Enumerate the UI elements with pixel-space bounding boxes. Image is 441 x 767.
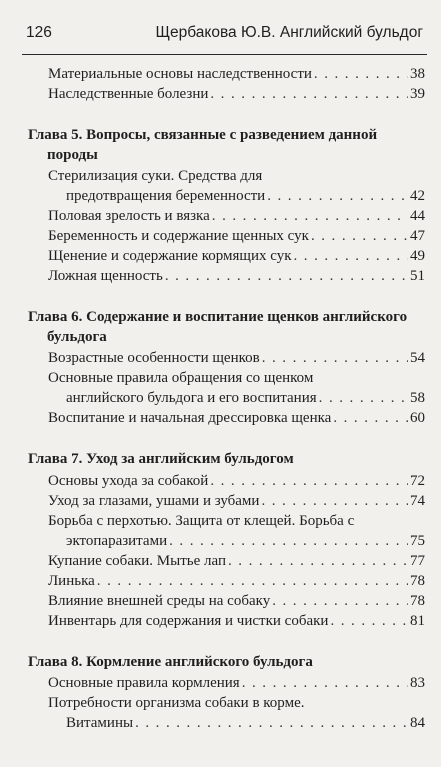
entry-title-line: Материальные основы наследственности [48, 66, 312, 82]
dot-leader [311, 226, 408, 246]
toc-entry [48, 511, 425, 551]
page-header [22, 20, 427, 55]
entry-page-number: 78 [410, 572, 425, 589]
entry-page-number: 38 [410, 66, 425, 82]
toc-entry [48, 84, 425, 104]
toc-entry [48, 408, 425, 428]
toc-entry [48, 166, 425, 206]
entry-title-line: Основы ухода за собакой [48, 472, 209, 489]
entry-page-number: 51 [410, 268, 425, 284]
entry-title-line: Инвентарь для содержания и чистки собаки [48, 612, 329, 629]
entry-page-number: 83 [410, 675, 425, 691]
dot-leader [330, 611, 408, 631]
entry-title-line: Влияние внешней среды на собаку [48, 592, 271, 609]
dot-leader [293, 246, 408, 266]
entry-title-line: Основные правила обращения со щенком [48, 370, 314, 386]
toc-entry [48, 266, 425, 286]
toc-entry [48, 246, 425, 266]
entry-title-line: Уход за глазами, ушами и зубами [48, 492, 260, 509]
toc-entry [48, 64, 425, 84]
dot-leader [242, 673, 408, 693]
entry-title-line: Борьба с перхотью. Защита от клещей. Борьба с [48, 512, 355, 529]
chapter-heading: Глава 6. Содержание и воспитание щенков английского бульдога [28, 309, 408, 345]
entry-page-number: 54 [410, 350, 425, 366]
entry-title-line: Стерилизация суки. Средства для [48, 168, 263, 184]
running-title: Щербакова Ю.В. Английский бульдог [155, 24, 423, 41]
toc-entry [48, 226, 425, 246]
entry-title-line: английского бульдога и его воспитания [66, 390, 317, 406]
dot-leader [319, 388, 408, 408]
entry-title-line: Беременность и содержание щенных сук [48, 228, 309, 244]
toc-entry [48, 368, 425, 408]
entry-title-line: Щенение и содержание кормящих сук [48, 248, 292, 264]
toc-entry [48, 693, 425, 733]
toc-entry [48, 591, 425, 611]
entry-title-line: Воспитание и начальная дрессировка щенка [48, 410, 332, 426]
dot-leader [169, 531, 408, 551]
entry-title-line: Линька [48, 572, 95, 589]
dot-leader [228, 551, 408, 571]
entry-title-line: предотвращения беременности [66, 188, 266, 204]
entry-title-line: Половая зрелость и вязка [48, 208, 210, 224]
entry-title-line: Купание собаки. Мытье лап [48, 552, 226, 569]
chapter-heading: Глава 7. Уход за английским бульдогом [28, 451, 294, 467]
dot-leader [210, 84, 408, 104]
entry-title-line: Ложная щенность [48, 268, 163, 284]
toc-entry [48, 551, 425, 571]
entry-page-number: 47 [410, 228, 425, 244]
dot-leader [267, 186, 408, 206]
entry-page-number: 78 [410, 592, 425, 609]
toc-entry [48, 571, 425, 591]
dot-leader [210, 471, 408, 491]
entry-page-number: 44 [410, 208, 425, 224]
entry-page-number: 84 [410, 715, 425, 731]
toc-entry [48, 491, 425, 511]
chapter-heading: Глава 5. Вопросы, связанные с разведением данной породы [28, 127, 378, 163]
toc-entry [48, 471, 425, 491]
dot-leader [212, 206, 408, 226]
entry-page-number: 72 [410, 472, 425, 489]
entry-page-number: 49 [410, 248, 425, 264]
dot-leader [333, 408, 408, 428]
entry-page-number: 77 [410, 552, 425, 569]
entry-page-number: 74 [410, 492, 425, 509]
entry-page-number: 42 [410, 188, 425, 204]
dot-leader [97, 571, 408, 591]
toc-entry [48, 611, 425, 631]
entry-page-number: 81 [410, 612, 425, 629]
toc-entry [48, 206, 425, 226]
entry-page-number: 60 [410, 410, 425, 426]
dot-leader [135, 713, 408, 733]
dot-leader [314, 64, 408, 84]
entry-title-line: Наследственные болезни [48, 86, 209, 102]
entry-title-line: эктопаразитами [66, 532, 168, 549]
dot-leader [261, 491, 408, 511]
dot-leader [262, 348, 408, 368]
page-number: 126 [26, 24, 52, 41]
entry-title-line: Основные правила кормления [48, 675, 240, 691]
entry-page-number: 39 [410, 86, 425, 102]
entry-title-line: Возрастные особенности щенков [48, 350, 260, 366]
entry-page-number: 58 [410, 390, 425, 406]
toc-entry [48, 348, 425, 368]
entry-title-line: Потребности организма собаки в корме. [48, 695, 305, 711]
toc-entry [48, 673, 425, 693]
dot-leader [165, 266, 408, 286]
chapter-heading: Глава 8. Кормление английского бульдога [28, 653, 313, 670]
dot-leader [272, 591, 408, 611]
entry-title-line: Витамины [66, 715, 134, 731]
entry-page-number: 75 [410, 532, 425, 549]
